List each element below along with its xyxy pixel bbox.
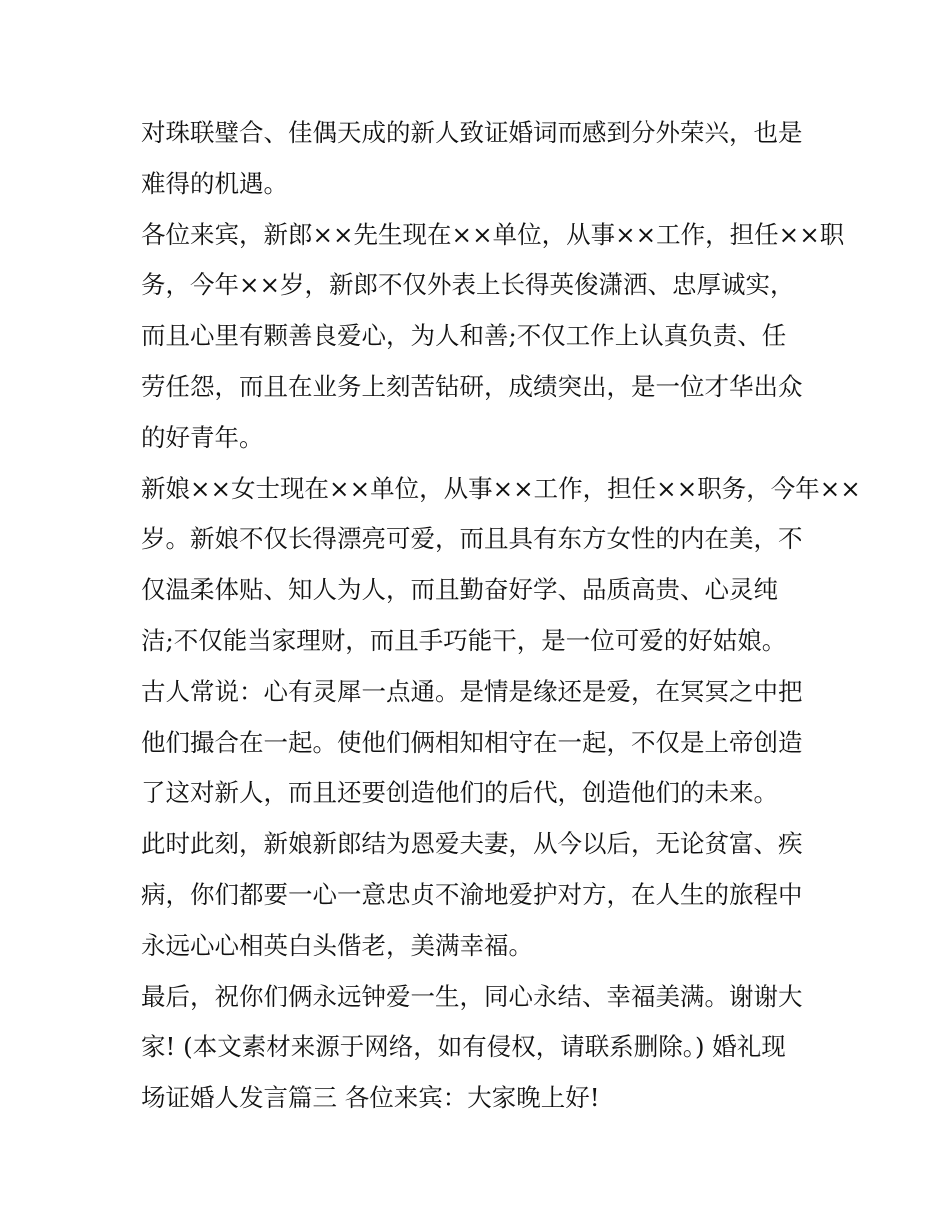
text-line: 场证婚人发言篇三 各位来宾：大家晚上好! [141, 1083, 600, 1113]
text-line: 对珠联璧合、佳偶天成的新人致证婚词而感到分外荣兴，也是 [141, 118, 803, 147]
text-line: 他们撮合在一起。使他们俩相知相守在一起，不仅是上帝创造 [141, 727, 803, 757]
text-line: 岁。新娘不仅长得漂亮可爱，而且具有东方女性的内在美，不 [141, 524, 803, 554]
text-line: 新娘××女士现在××单位，从事××工作，担任××职务，今年×× [141, 473, 861, 503]
text-line: 此时此刻，新娘新郎结为恩爱夫妻，从今以后，无论贫富、疾 [141, 829, 803, 859]
text-line: 永远心心相英白头偕老，美满幸福。 [141, 930, 533, 960]
text-line: 难得的机遇。 [141, 168, 288, 198]
text-line: 仅温柔体贴、知人为人，而且勤奋好学、品质高贵、心灵纯 [141, 575, 778, 605]
document-body [141, 108, 861, 1124]
text-line: 而且心里有颗善良爱心，为人和善;不仅工作上认真负责、任 [141, 321, 787, 351]
text-line: 家! (本文素材来源于网络，如有侵权，请联系删除。) 婚礼现 [141, 1032, 786, 1062]
text-line: 古人常说：心有灵犀一点通。是情是缘还是爱，在冥冥之中把 [141, 676, 803, 706]
text-line: 了这对新人，而且还要创造他们的后代，创造他们的未来。 [141, 778, 778, 808]
text-line: 劳任怨，而且在业务上刻苦钻研，成绩突出，是一位才华出众 [141, 371, 803, 401]
text-line: 最后，祝你们俩永远钟爱一生，同心永结、幸福美满。谢谢大 [141, 981, 803, 1011]
text-line: 的好青年。 [141, 422, 264, 452]
text-line: 病，你们都要一心一意忠贞不渝地爱护对方，在人生的旅程中 [141, 879, 803, 909]
text-line: 务，今年××岁，新郎不仅外表上长得英俊潇洒、忠厚诚实， [141, 270, 795, 300]
text-line: 各位来宾，新郎××先生现在××单位，从事××工作，担任××职 [141, 219, 845, 249]
text-line: 洁;不仅能当家理财，而且手巧能干，是一位可爱的好姑娘。 [141, 625, 787, 655]
